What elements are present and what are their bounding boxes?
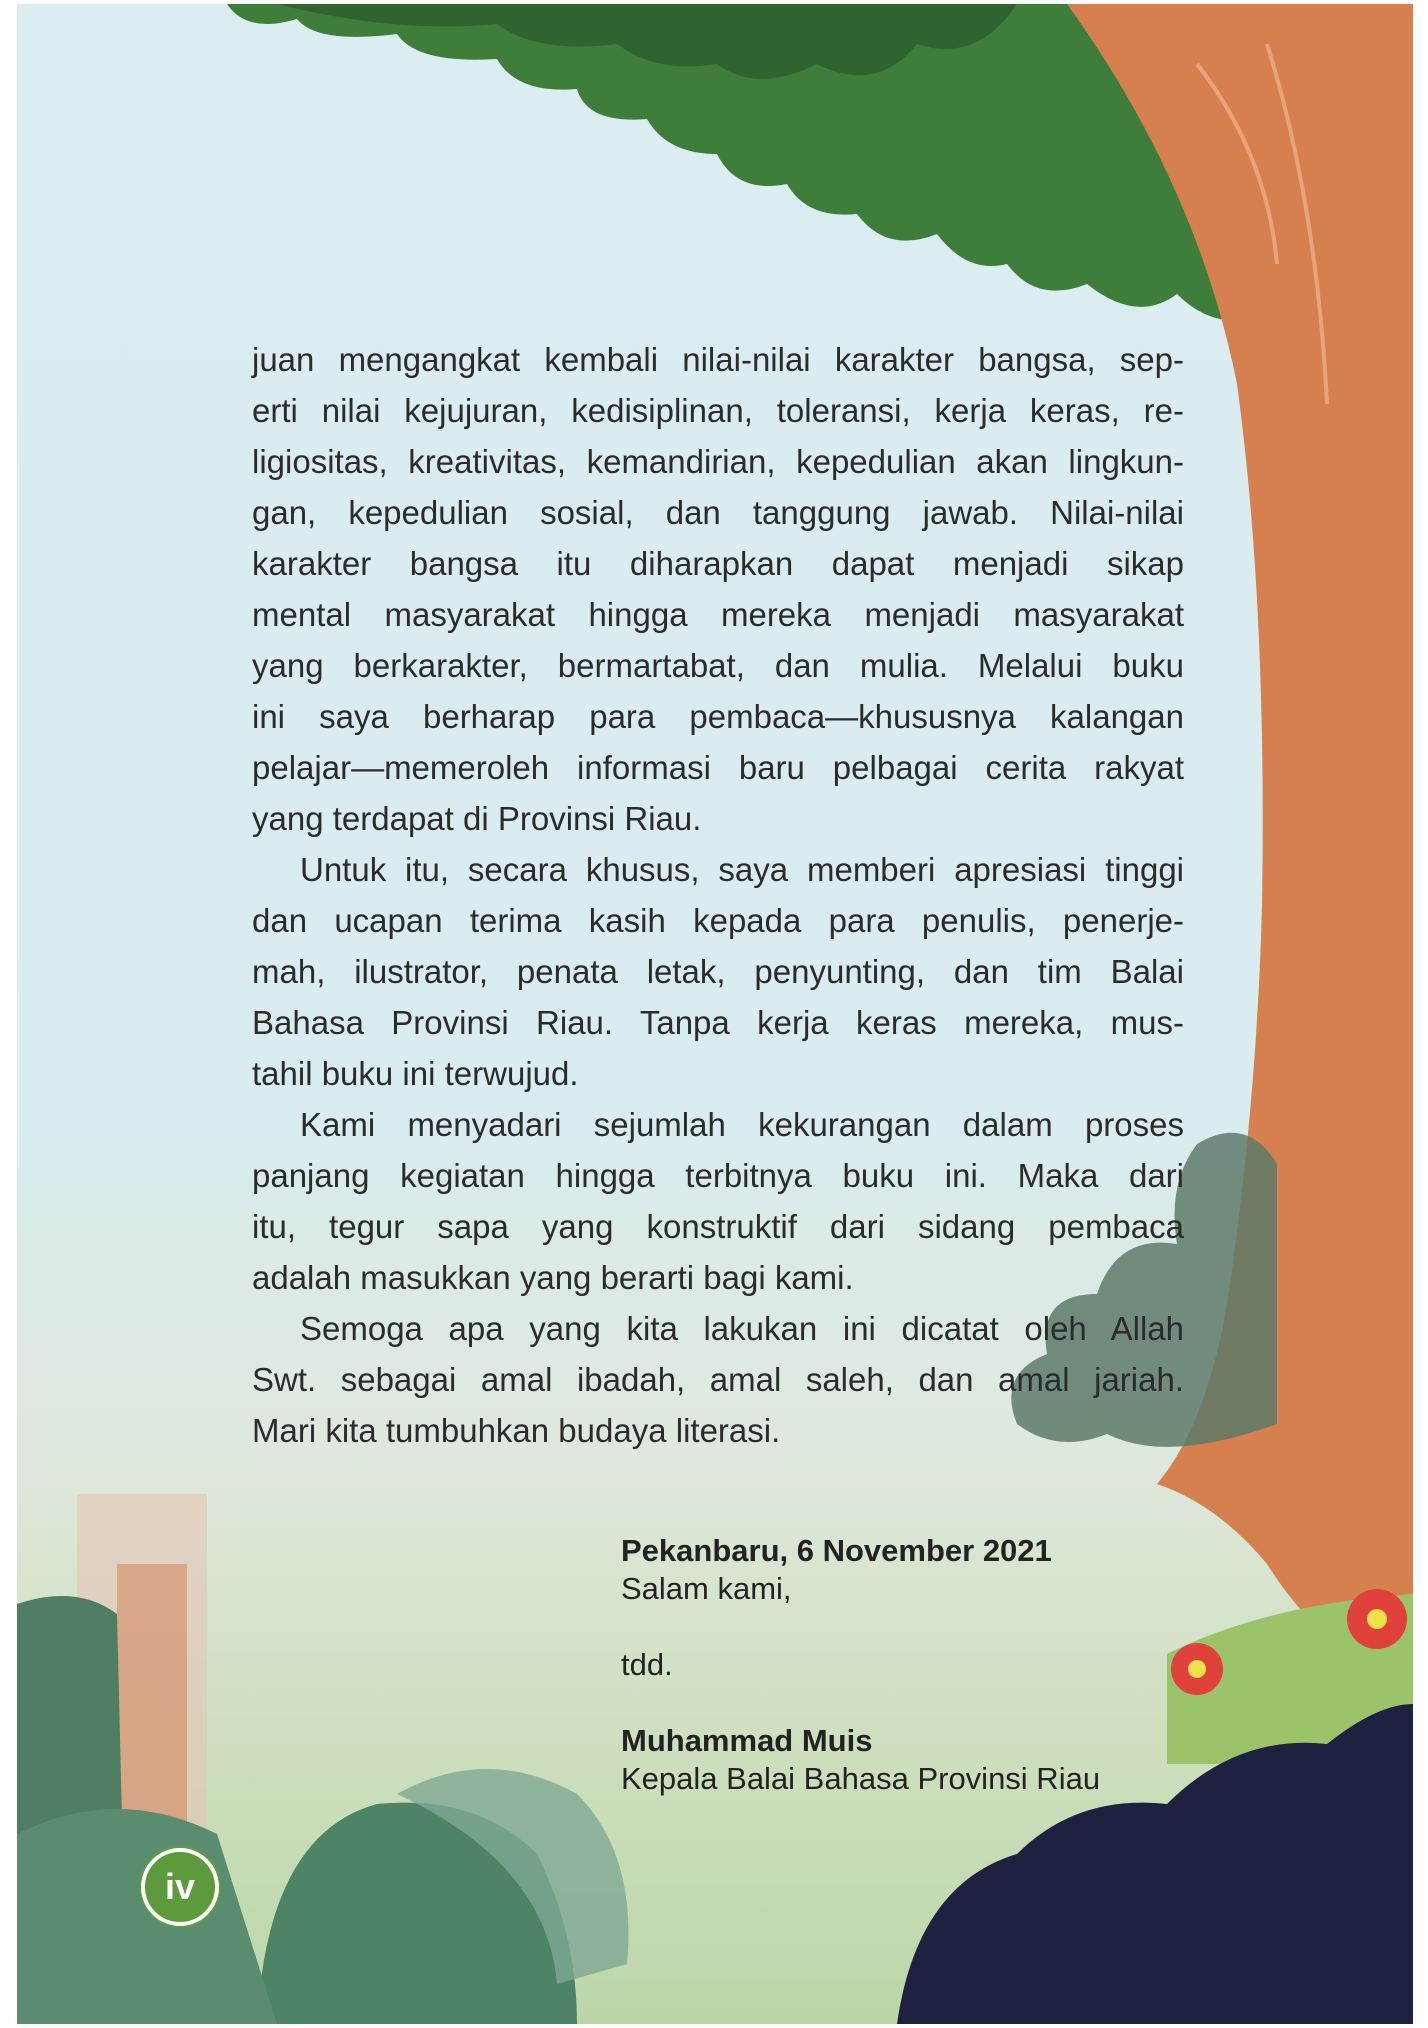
paragraph: [252, 1303, 1184, 1456]
foreword-body: [252, 334, 1184, 1456]
text-line: gan, kepedulian sosial, dan tanggung jawab. Nilai-nilai: [252, 494, 1184, 531]
paragraph: [252, 334, 1184, 844]
text-line: ini saya berharap para pembaca—khususnya kalangan: [252, 698, 1184, 735]
text-line: Mari kita tumbuhkan budaya literasi.: [252, 1412, 781, 1449]
text-line: mental masyarakat hingga mereka menjadi masyarakat: [252, 596, 1184, 633]
text-line: erti nilai kejujuran, kedisiplinan, toleransi, kerja keras, re-: [252, 392, 1184, 429]
greeting: Salam kami,: [621, 1571, 792, 1606]
paragraph: [252, 844, 1184, 1099]
text-line: tahil buku ini terwujud.: [252, 1055, 579, 1092]
signed-mark: tdd.: [621, 1647, 673, 1682]
text-line: Bahasa Provinsi Riau. Tanpa kerja keras mereka, mus-: [252, 1004, 1184, 1041]
text-line: adalah masukkan yang berarti bagi kami.: [252, 1259, 854, 1296]
text-line: yang berkarakter, bermartabat, dan mulia. Melalui buku: [252, 647, 1184, 684]
text-line: mah, ilustrator, penata letak, penyunting, dan tim Balai: [252, 953, 1184, 990]
place-date: Pekanbaru, 6 November 2021: [621, 1533, 1052, 1568]
text-line: karakter bangsa itu diharapkan dapat menjadi sikap: [252, 545, 1184, 582]
page-number: iv: [141, 1848, 219, 1926]
flower-icon: [1347, 1589, 1407, 1649]
text-line: itu, tegur sapa yang konstruktif dari sidang pembaca: [252, 1208, 1184, 1245]
text-line: pelajar—memeroleh informasi baru pelbagai cerita rakyat: [252, 749, 1184, 786]
text-line: panjang kegiatan hingga terbitnya buku ini. Maka dari: [252, 1157, 1184, 1194]
text-line: Untuk itu, secara khusus, saya memberi apresiasi tinggi: [300, 851, 1184, 888]
text-line: Kami menyadari sejumlah kekurangan dalam proses: [300, 1106, 1184, 1143]
paragraph: [252, 1099, 1184, 1303]
text-line: ligiositas, kreativitas, kemandirian, kepedulian akan lingkun-: [252, 443, 1184, 480]
text-line: Swt. sebagai amal ibadah, amal saleh, dan amal jariah.: [252, 1361, 1184, 1398]
signer-title: Kepala Balai Bahasa Provinsi Riau: [621, 1761, 1101, 1796]
text-line: yang terdapat di Provinsi Riau.: [252, 800, 702, 837]
text-line: juan mengangkat kembali nilai-nilai karakter bangsa, sep-: [252, 341, 1184, 378]
flower-icon: [1171, 1643, 1223, 1695]
signature-block: [621, 1532, 1100, 1798]
text-line: dan ucapan terima kasih kepada para penulis, penerje-: [252, 902, 1184, 939]
text-line: Semoga apa yang kita lakukan ini dicatat oleh Allah: [300, 1310, 1184, 1347]
signer-name: Muhammad Muis: [621, 1723, 873, 1758]
book-page: [17, 4, 1413, 2024]
